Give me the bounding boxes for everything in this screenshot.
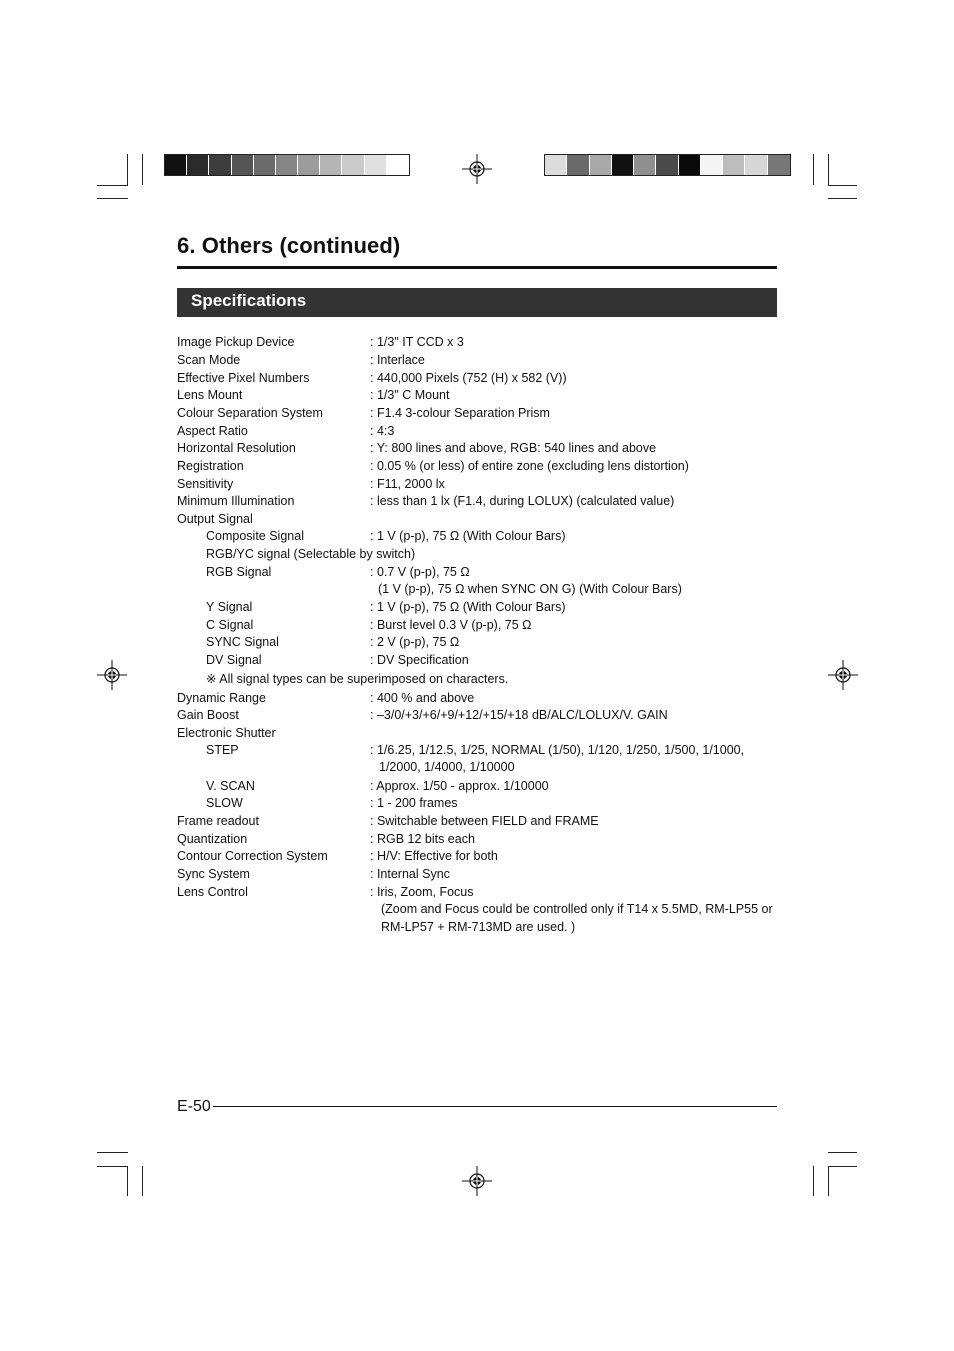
crop-mark — [828, 1166, 857, 1167]
spec-value: : Approx. 1/50 - approx. 1/10000 — [370, 779, 549, 793]
registration-mark-icon — [462, 154, 492, 184]
spec-value: 1/2000, 1/4000, 1/10000 — [379, 760, 515, 774]
spec-label: Sensitivity — [177, 477, 234, 491]
spec-label: Horizontal Resolution — [177, 441, 296, 455]
spec-value: : Internal Sync — [370, 867, 450, 881]
spec-value: : 440,000 Pixels (752 (H) x 582 (V)) — [370, 371, 567, 385]
crop-mark — [813, 1166, 814, 1196]
spec-label: Image Pickup Device — [177, 335, 295, 349]
crop-mark — [97, 1152, 128, 1153]
color-swatch — [342, 155, 364, 175]
registration-mark-icon — [97, 660, 127, 690]
page-number: E-50 — [177, 1098, 211, 1115]
spec-label: V. SCAN — [206, 779, 255, 793]
spec-label: Electronic Shutter — [177, 726, 276, 740]
spec-value: : Burst level 0.3 V (p-p), 75 Ω — [370, 618, 532, 632]
color-swatch — [298, 155, 320, 175]
registration-mark-icon — [828, 660, 858, 690]
color-swatch — [567, 155, 589, 175]
color-swatch — [545, 155, 567, 175]
color-swatch — [590, 155, 612, 175]
crop-mark — [127, 1166, 128, 1196]
spec-value: : Switchable between FIELD and FRAME — [370, 814, 599, 828]
spec-value: : F1.4 3-colour Separation Prism — [370, 406, 550, 420]
crop-mark — [97, 198, 128, 199]
spec-label: Sync System — [177, 867, 250, 881]
color-swatch — [276, 155, 298, 175]
registration-mark-icon — [462, 1166, 492, 1196]
color-swatch — [187, 155, 209, 175]
color-calibration-bar-right — [544, 154, 791, 176]
spec-value: : 1/6.25, 1/12.5, 1/25, NORMAL (1/50), 1/120, 1/250, 1/500, 1/1000, — [370, 743, 745, 757]
spec-value: : Y: 800 lines and above, RGB: 540 lines and above — [370, 441, 657, 455]
spec-label: STEP — [206, 743, 239, 757]
spec-label: Output Signal — [177, 512, 253, 526]
spec-label: Frame readout — [177, 814, 259, 828]
spec-value: : 1 V (p-p), 75 Ω (With Colour Bars) — [370, 600, 566, 614]
crop-mark — [828, 1166, 829, 1196]
spec-value: : H/V: Effective for both — [370, 849, 498, 863]
spec-value: : less than 1 lx (F1.4, during LOLUX) (calculated value) — [370, 494, 675, 508]
section-title: Specifications — [191, 291, 307, 310]
crop-mark — [97, 1166, 128, 1167]
spec-value: : DV Specification — [370, 653, 469, 667]
color-swatch — [387, 155, 409, 175]
color-swatch — [365, 155, 387, 175]
spec-value: : 1 V (p-p), 75 Ω (With Colour Bars) — [370, 529, 566, 543]
color-swatch — [745, 155, 767, 175]
section-header — [177, 288, 777, 317]
crop-mark — [828, 185, 857, 186]
color-swatch — [679, 155, 701, 175]
spec-value: : Interlace — [370, 353, 425, 367]
color-swatch — [701, 155, 723, 175]
crop-mark — [97, 185, 128, 186]
spec-value: : –3/0/+3/+6/+9/+12/+15/+18 dB/ALC/LOLUX/V. GAIN — [370, 708, 668, 722]
spec-value: : 1 - 200 frames — [370, 796, 458, 810]
crop-mark — [828, 1152, 857, 1153]
crop-mark — [813, 154, 814, 185]
spec-label: C Signal — [206, 618, 254, 632]
spec-value: (Zoom and Focus could be controlled only if T14 x 5.5MD, RM-LP55 or — [381, 902, 773, 916]
footer-divider — [213, 1106, 777, 1107]
color-swatch — [768, 155, 790, 175]
color-swatch — [634, 155, 656, 175]
spec-label: ※ All signal types can be superimposed on characters. — [206, 672, 509, 686]
spec-label: Gain Boost — [177, 708, 239, 722]
crop-mark — [828, 198, 857, 199]
spec-label: SLOW — [206, 796, 243, 810]
title-divider — [177, 266, 777, 269]
spec-label: Registration — [177, 459, 244, 473]
color-swatch — [656, 155, 678, 175]
spec-value: : 0.7 V (p-p), 75 Ω — [370, 565, 470, 579]
spec-value: : 1/3" C Mount — [370, 388, 450, 402]
color-swatch — [209, 155, 231, 175]
spec-value: : 1/3" IT CCD x 3 — [370, 335, 464, 349]
spec-label: Contour Correction System — [177, 849, 328, 863]
spec-value: : RGB 12 bits each — [370, 832, 475, 846]
spec-label: Lens Mount — [177, 388, 243, 402]
spec-label: Lens Control — [177, 885, 248, 899]
spec-label: RGB/YC signal (Selectable by switch) — [206, 547, 416, 561]
spec-label: Aspect Ratio — [177, 424, 248, 438]
color-swatch — [254, 155, 276, 175]
spec-value: : 4:3 — [370, 424, 395, 438]
color-calibration-bar-left — [164, 154, 410, 176]
spec-value: : Iris, Zoom, Focus — [370, 885, 474, 899]
color-swatch — [723, 155, 745, 175]
spec-value: (1 V (p-p), 75 Ω when SYNC ON G) (With Colour Bars) — [378, 582, 682, 596]
spec-label: Y Signal — [206, 600, 253, 614]
spec-label: Effective Pixel Numbers — [177, 371, 310, 385]
crop-mark — [142, 154, 143, 185]
spec-label: Quantization — [177, 832, 248, 846]
crop-mark — [828, 154, 829, 185]
spec-label: SYNC Signal — [206, 635, 279, 649]
color-swatch — [612, 155, 634, 175]
crop-mark — [127, 154, 128, 185]
spec-value: : 0.05 % (or less) of entire zone (excluding lens distortion) — [370, 459, 689, 473]
spec-label: Dynamic Range — [177, 691, 266, 705]
spec-value: : 400 % and above — [370, 691, 475, 705]
spec-label: Composite Signal — [206, 529, 304, 543]
spec-label: DV Signal — [206, 653, 262, 667]
spec-value: RM-LP57 + RM-713MD are used. ) — [381, 920, 576, 934]
spec-label: Scan Mode — [177, 353, 241, 367]
spec-label: RGB Signal — [206, 565, 272, 579]
page-title: 6. Others (continued) — [177, 233, 401, 258]
crop-mark — [142, 1166, 143, 1196]
spec-value: : 2 V (p-p), 75 Ω — [370, 635, 460, 649]
spec-value: : F11, 2000 lx — [370, 477, 445, 491]
spec-label: Colour Separation System — [177, 406, 323, 420]
color-swatch — [320, 155, 342, 175]
color-swatch — [165, 155, 187, 175]
spec-label: Minimum Illumination — [177, 494, 295, 508]
color-swatch — [232, 155, 254, 175]
